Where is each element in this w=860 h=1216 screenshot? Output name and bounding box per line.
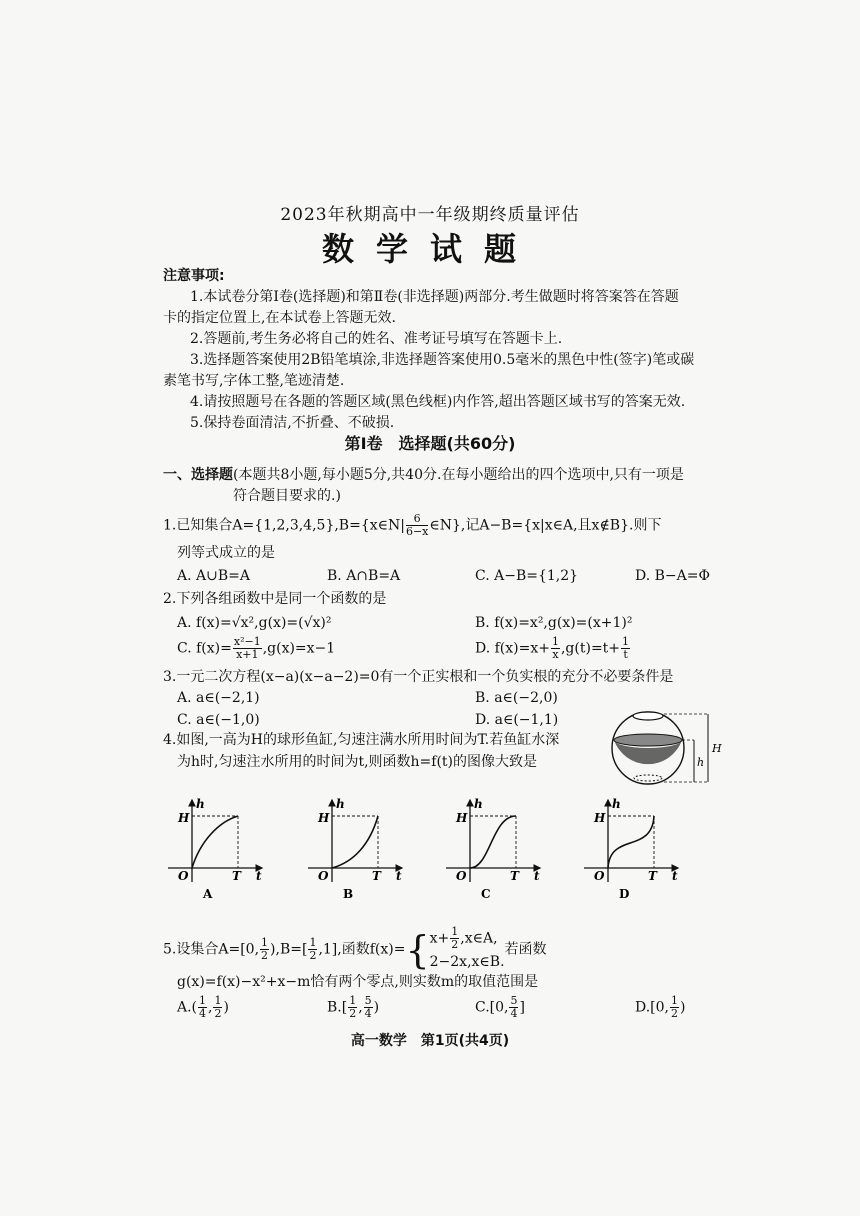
graph-h-0 — [168, 798, 262, 901]
q2-d-text-a: D. f(x)=x+ — [475, 640, 550, 657]
q5a-frac-1 — [198, 995, 207, 1020]
q5a-mid: , — [208, 999, 213, 1016]
q5-d1: 2 — [261, 949, 269, 962]
q5a-n1: 1 — [199, 994, 207, 1007]
q5b-post: ) — [373, 999, 380, 1016]
q5b-pre: B.[ — [327, 999, 348, 1016]
q5b-frac-1 — [348, 995, 357, 1020]
q5-stem-2: g(x)=f(x)−x²+x−m恰有两个零点,则实数m的取值范围是 — [177, 974, 539, 990]
graph-H-label: H — [456, 811, 468, 825]
q5-option-b — [327, 995, 379, 1020]
q5d-pre: D.[0, — [635, 999, 669, 1016]
q1-frac-den: 6−x — [405, 525, 429, 538]
note-line-1: 1.本试卷分第Ⅰ卷(选择题)和第Ⅱ卷(非选择题)两部分.考生做题时将答案答在答题 — [190, 289, 679, 305]
q5-case1-a: x+ — [429, 930, 450, 947]
graph-T-label: T — [510, 869, 519, 883]
graph-H-label: H — [318, 811, 330, 825]
graph-h-label: h — [196, 798, 205, 811]
note-line-2: 卡的指定位置上,在本试卷上答题无效. — [163, 310, 396, 326]
q3-option-c: C. a∈(−1,0) — [177, 712, 260, 728]
q5b-n2: 5 — [364, 994, 372, 1007]
q5-case1-b: ,x∈A, — [460, 930, 498, 947]
q5c-post: ] — [519, 999, 525, 1016]
graph-option-label: A — [203, 887, 213, 901]
q5b-frac-2 — [364, 995, 373, 1020]
q2-d-den-1: x — [552, 648, 559, 661]
q5-text-d: 若函数 — [504, 941, 547, 958]
q5a-d1: 4 — [199, 1007, 207, 1020]
graph-H-label: H — [594, 811, 606, 825]
graph-T-label: T — [648, 869, 657, 883]
q3-option-a: A. a∈(−2,1) — [177, 690, 260, 706]
graph-curve-D — [608, 816, 654, 868]
q1-option-d: D. B−A=Φ — [635, 568, 710, 584]
part1-desc: (本题共8小题,每小题5分,共40分.在每小题给出的四个选项中,只有一项是 — [233, 467, 684, 483]
q5-cd: 2 — [451, 938, 459, 951]
q3-stem: 3.一元二次方程(x−a)(x−a−2)=0有一个正实根和一个负实根的充分不必要条件是 — [163, 669, 674, 685]
q1-frac-num: 6 — [406, 513, 428, 526]
graph-T-label: T — [372, 869, 381, 883]
q5-option-d — [635, 995, 685, 1020]
q5-n1: 1 — [261, 936, 269, 949]
q5-frac-2 — [308, 937, 317, 962]
q2-c-fraction — [233, 636, 262, 661]
q1-stem-2: 列等式成立的是 — [177, 545, 275, 561]
q1-option-c: C. A−B={1,2} — [475, 568, 579, 584]
graph-origin-label: O — [178, 869, 189, 883]
graph-curve-C — [470, 816, 516, 868]
q1-fraction — [406, 513, 428, 538]
q5-frac-1 — [260, 937, 269, 962]
q5b-n1: 1 — [349, 994, 357, 1007]
graph-t-label: t — [396, 869, 402, 883]
graph-origin-label: O — [318, 869, 329, 883]
q5a-post: ) — [223, 999, 229, 1016]
q5b-mid: , — [358, 999, 363, 1016]
q5d-post: ) — [680, 999, 686, 1016]
page-footer: 高一数学 第1页(共4页) — [350, 1033, 510, 1049]
q5-brace: { — [405, 927, 430, 972]
q2-c-text-a: C. f(x)= — [177, 640, 232, 657]
note-line-7: 5.保持卷面清洁,不折叠、不破损. — [190, 415, 395, 431]
graph-t-label: t — [672, 869, 678, 883]
q2-c-text-b: ,g(x)=x−1 — [262, 640, 336, 657]
graph-option-label: B — [343, 887, 354, 901]
q5c-n1: 5 — [510, 994, 518, 1007]
graph-H-label: H — [178, 811, 190, 825]
fig-h-label: h — [697, 756, 705, 769]
part1-intro — [163, 465, 684, 485]
q5-n2: 1 — [309, 936, 317, 949]
graph-curve-B — [332, 816, 378, 868]
q5b-d2: 4 — [364, 1007, 372, 1020]
graph-h-3 — [584, 798, 678, 901]
q5a-pre: A.( — [177, 999, 198, 1016]
q5-text-c: ,1],函数f(x)= — [318, 941, 406, 958]
note-line-5: 素笔书写,字体工整,笔迹清楚. — [163, 373, 345, 389]
q2-d-num-1: 1 — [551, 635, 559, 648]
section-title: 第Ⅰ卷 选择题(共60分) — [344, 434, 516, 453]
q5a-d2: 2 — [214, 1007, 222, 1020]
graph-origin-label: O — [456, 869, 467, 883]
q5-option-a — [177, 995, 229, 1020]
fish-tank-figure — [604, 706, 724, 790]
q5-cases — [430, 926, 505, 973]
graph-h-label: h — [336, 798, 345, 811]
q5d-n1: 1 — [671, 994, 678, 1007]
graph-curve-A — [192, 816, 238, 868]
part1-desc-2: 符合题目要求的.) — [233, 488, 341, 504]
q5c-d1: 4 — [510, 1007, 518, 1020]
q5c-pre: C.[0, — [475, 999, 509, 1016]
q5c-frac — [509, 995, 518, 1020]
notes-heading: 注意事项: — [163, 268, 225, 284]
q1-option-b: B. A∩B=A — [327, 568, 401, 584]
q1-text-b: ∈N},记A−B={x|x∈A,且x∉B}.则下 — [429, 517, 662, 534]
q1-stem — [163, 513, 661, 538]
q2-c-den: x+1 — [236, 648, 259, 661]
q5-option-c — [475, 995, 525, 1020]
q2-d-num-2: 1 — [622, 635, 630, 648]
graph-option-label: D — [619, 887, 630, 901]
q1-text-a: 1.已知集合A={1,2,3,4,5},B={x∈N| — [163, 517, 405, 534]
q5-case-2: 2−2x,x∈B. — [429, 954, 505, 970]
q1-option-a: A. A∪B=A — [177, 568, 250, 584]
q5d-d1: 2 — [671, 1007, 678, 1020]
q5-stem — [163, 926, 547, 973]
exam-subtitle: 2023年秋期高中一年级期终质量评估 — [280, 205, 580, 225]
graph-h-label: h — [474, 798, 483, 811]
graph-origin-label: O — [594, 869, 605, 883]
q3-option-d: D. a∈(−1,1) — [475, 712, 559, 728]
graph-h-1 — [308, 798, 402, 901]
q5-text-a: 5.设集合A=[0, — [163, 941, 260, 958]
exam-title: 数学试题 — [321, 230, 538, 268]
q2-d-fraction-1 — [551, 636, 560, 661]
q2-stem: 2.下列各组函数中是同一个函数的是 — [163, 591, 387, 607]
q5a-n2: 1 — [214, 994, 222, 1007]
graph-t-label: t — [256, 869, 262, 883]
q5-text-b: ),B=[ — [270, 941, 308, 958]
graph-h-2 — [446, 798, 540, 901]
q3-option-b: B. a∈(−2,0) — [475, 690, 558, 706]
fig-H-label: H — [712, 742, 722, 755]
q2-option-c — [177, 636, 335, 661]
q2-c-num: x²−1 — [233, 635, 261, 648]
q4-graphs — [160, 798, 680, 906]
q2-d-fraction-2 — [621, 636, 630, 661]
graph-T-label: T — [232, 869, 241, 883]
q5-case-frac — [450, 926, 459, 951]
graph-t-label: t — [534, 869, 540, 883]
part1-label: 一、选择题 — [163, 467, 233, 483]
q5-cn: 1 — [451, 925, 459, 938]
q5a-frac-2 — [213, 995, 222, 1020]
q2-d-text-b: ,g(t)=t+ — [560, 640, 621, 657]
q4-stem-2: 为h时,匀速注水所用的时间为t,则函数h=f(t)的图像大致是 — [177, 754, 538, 770]
q5d-frac — [670, 995, 679, 1020]
note-line-6: 4.请按照题号在各题的答题区域(黑色线框)内作答,超出答题区域书写的答案无效. — [190, 394, 686, 410]
graph-option-label: C — [481, 887, 491, 901]
q5-case-1 — [430, 926, 505, 951]
q4-stem-1: 4.如图,一高为H的球形鱼缸,匀速注满水所用时间为T.若鱼缸水深 — [163, 732, 560, 748]
graph-h-label: h — [612, 798, 621, 811]
note-line-4: 3.选择题答案使用2B铅笔填涂,非选择题答案使用0.5毫米的黑色中性(签字)笔或碳 — [190, 352, 695, 368]
q2-d-den-2: t — [623, 648, 628, 661]
q2-option-a: A. f(x)=√x²,g(x)=(√x)² — [177, 615, 332, 631]
q2-option-d — [475, 636, 631, 661]
q5b-d1: 2 — [349, 1007, 357, 1020]
q2-option-b: B. f(x)=x²,g(x)=(x+1)² — [475, 615, 633, 631]
note-line-3: 2.答题前,考生务必将自己的姓名、准考证号填写在答题卡上. — [190, 331, 563, 347]
q5-d2: 2 — [309, 949, 317, 962]
